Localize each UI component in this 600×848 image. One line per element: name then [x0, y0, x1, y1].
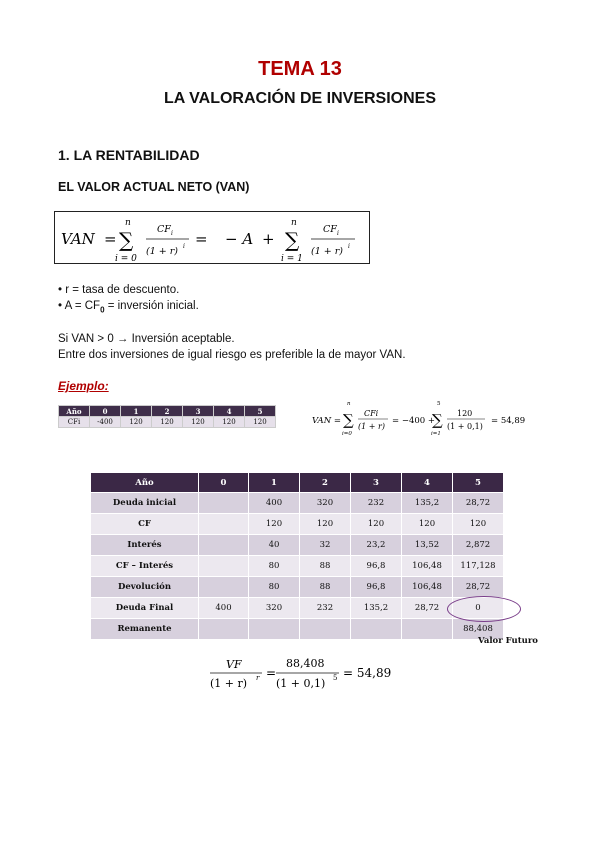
amort-cell: 117,128 — [453, 556, 504, 577]
amort-header: 5 — [453, 473, 504, 493]
amort-cell — [199, 619, 249, 640]
amort-cell: Deuda Final — [91, 598, 199, 619]
amort-cell: 120 — [249, 514, 300, 535]
bullet-r: • r = tasa de descuento. — [58, 284, 180, 296]
frac-num-2: CF — [323, 224, 337, 235]
amort-cell: 106,48 — [402, 556, 453, 577]
page-title: TEMA 13 — [258, 58, 342, 80]
frac-num-index-1: i — [171, 230, 173, 237]
vanex-mid: = −400 + — [392, 416, 435, 426]
amort-cell: 135,2 — [402, 493, 453, 514]
vanex-den2: (1 + 0,1) — [447, 422, 483, 431]
cashflow-table — [58, 405, 276, 428]
bullet-list — [58, 282, 199, 318]
formula-plus: + — [262, 230, 275, 248]
vanex-sum2-top: 5 — [437, 401, 441, 407]
sigma-1: ∑ — [119, 228, 134, 252]
vanex-lhs: VAN = — [312, 416, 341, 426]
cashflow-header: 5 — [245, 406, 276, 417]
valor-futuro-label: Valor Futuro — [478, 636, 538, 646]
amort-cell: 120 — [402, 514, 453, 535]
amort-cell: 232 — [300, 598, 351, 619]
formula-equals-2: = — [195, 230, 208, 248]
amort-cell: 88 — [300, 556, 351, 577]
cashflow-cell: 120 — [214, 417, 245, 428]
amort-cell: 106,48 — [402, 577, 453, 598]
sum-top-1: n — [125, 218, 131, 228]
amort-cell: 120 — [300, 514, 351, 535]
formula-lhs: VAN — [61, 230, 95, 248]
vf-den: (1 + r) — [210, 677, 248, 690]
vf-formula — [210, 655, 400, 701]
cashflow-header: 2 — [152, 406, 183, 417]
amort-cell — [199, 535, 249, 556]
amort-cell: 40 — [249, 535, 300, 556]
amort-row-remanente — [91, 619, 504, 640]
amort-header: 2 — [300, 473, 351, 493]
amort-cell: 88 — [300, 577, 351, 598]
amort-row-cf-interes — [91, 556, 504, 577]
amort-cell: 80 — [249, 556, 300, 577]
amort-cell — [199, 556, 249, 577]
amort-cell: 96,8 — [351, 556, 402, 577]
amortization-table-wrap — [90, 472, 504, 640]
cashflow-cell: -400 — [90, 417, 121, 428]
cashflow-header: 3 — [183, 406, 214, 417]
amort-cell — [351, 619, 402, 640]
amort-cell: 120 — [351, 514, 402, 535]
amort-row-cf — [91, 514, 504, 535]
formula-equals-1: = — [104, 230, 117, 248]
vanex-sum2-bottom: i=1 — [431, 431, 441, 437]
example-label: Ejemplo: — [58, 379, 109, 393]
bullet-a-rhs: = inversión inicial. — [107, 300, 199, 312]
amort-cell: CF – Interés — [91, 556, 199, 577]
bullet-a — [58, 298, 199, 318]
amort-row-deuda-final — [91, 598, 504, 619]
cashflow-cell: 120 — [121, 417, 152, 428]
amort-cell: 13,52 — [402, 535, 453, 556]
frac-den-1: (1 + r) — [146, 246, 178, 257]
amort-cell: 400 — [249, 493, 300, 514]
vanex-sum-top: n — [347, 401, 351, 407]
amort-row-deuda-inicial — [91, 493, 504, 514]
frac-den-exp-2: i — [348, 243, 350, 250]
van-formula — [54, 211, 370, 264]
amort-cell: 28,72 — [453, 493, 504, 514]
cashflow-table-wrap — [58, 405, 276, 428]
amort-cell: CF — [91, 514, 199, 535]
amort-cell: 0 — [453, 598, 504, 619]
vanex-sum-bottom: i=0 — [342, 431, 352, 437]
cashflow-cell: 120 — [245, 417, 276, 428]
amort-cell: 320 — [249, 598, 300, 619]
amort-cell: 88,408 — [453, 619, 504, 640]
sigma-2: ∑ — [285, 228, 300, 252]
vf-equals: = — [266, 666, 277, 680]
cashflow-cell: CFi — [59, 417, 90, 428]
vf-num: VF — [226, 658, 242, 671]
amort-cell: Deuda inicial — [91, 493, 199, 514]
amort-cell: 320 — [300, 493, 351, 514]
sum-bottom-1: i = 0 — [115, 254, 137, 263]
van-example-formula — [310, 396, 545, 443]
cashflow-header: 1 — [121, 406, 152, 417]
page-subtitle: LA VALORACIÓN DE INVERSIONES — [163, 90, 437, 107]
amort-cell: 135,2 — [351, 598, 402, 619]
vf-result: = 54,89 — [343, 666, 392, 680]
amort-cell: Remanente — [91, 619, 199, 640]
amort-cell: 96,8 — [351, 577, 402, 598]
amortization-table — [90, 472, 504, 640]
amort-cell: Devolución — [91, 577, 199, 598]
amort-cell — [199, 493, 249, 514]
vanex-num: CFi — [364, 409, 379, 418]
amort-header-row — [91, 473, 504, 493]
vanex-sigma2: ∑ — [432, 411, 443, 429]
vf-den2-exp: 5 — [333, 674, 338, 682]
sum-top-2: n — [291, 218, 297, 228]
amort-header: 3 — [351, 473, 402, 493]
amort-cell: 32 — [300, 535, 351, 556]
cashflow-header: 0 — [90, 406, 121, 417]
cashflow-header-row — [59, 406, 276, 417]
van-criteria — [58, 331, 406, 363]
vanex-sigma: ∑ — [343, 411, 354, 429]
sum-bottom-2: i = 1 — [281, 254, 303, 263]
cashflow-cell: 120 — [183, 417, 214, 428]
amort-header: 0 — [199, 473, 249, 493]
amort-cell: 232 — [351, 493, 402, 514]
amort-cell: 2,872 — [453, 535, 504, 556]
amort-row-interes — [91, 535, 504, 556]
amort-cell: 120 — [453, 514, 504, 535]
vanex-num2: 120 — [457, 409, 473, 418]
vf-num2: 88,408 — [286, 657, 325, 670]
subsection-heading: EL VALOR ACTUAL NETO (VAN) — [58, 180, 250, 194]
frac-den-exp-1: i — [183, 243, 185, 250]
bullet-a-sub: 0 — [100, 305, 105, 315]
amort-cell — [402, 619, 453, 640]
vf-den-exp: r — [256, 674, 260, 682]
amort-cell — [199, 514, 249, 535]
amort-header: 1 — [249, 473, 300, 493]
criteria-line-2: Entre dos inversiones de igual riesgo es preferible la de mayor VAN. — [58, 349, 406, 361]
cashflow-row — [59, 417, 276, 428]
vanex-den: (1 + r) — [358, 422, 385, 431]
amort-cell — [249, 619, 300, 640]
vf-den2: (1 + 0,1) — [276, 677, 326, 690]
cashflow-header: 4 — [214, 406, 245, 417]
criteria-line-1: Si VAN > 0 → Inversión aceptable. — [58, 333, 235, 345]
amort-cell: 400 — [199, 598, 249, 619]
amort-header: Año — [91, 473, 199, 493]
amort-row-devolucion — [91, 577, 504, 598]
amort-cell: 80 — [249, 577, 300, 598]
cashflow-cell: 120 — [152, 417, 183, 428]
amort-cell — [300, 619, 351, 640]
amort-cell: Interés — [91, 535, 199, 556]
amort-cell: 28,72 — [453, 577, 504, 598]
remanente-highlight-circle — [447, 596, 521, 622]
amort-cell — [199, 577, 249, 598]
vanex-result: = 54,89 — [491, 416, 526, 426]
frac-den-2: (1 + r) — [311, 246, 343, 257]
formula-minus-a: − A — [225, 230, 254, 248]
amort-cell: 23,2 — [351, 535, 402, 556]
section-heading: 1. LA RENTABILIDAD — [58, 147, 200, 163]
amort-cell: 28,72 — [402, 598, 453, 619]
bullet-a-lhs: • A = CF — [58, 300, 101, 312]
frac-num-1: CF — [157, 224, 171, 235]
frac-num-index-2: i — [337, 230, 339, 237]
cashflow-header: Año — [59, 406, 90, 417]
amort-header: 4 — [402, 473, 453, 493]
